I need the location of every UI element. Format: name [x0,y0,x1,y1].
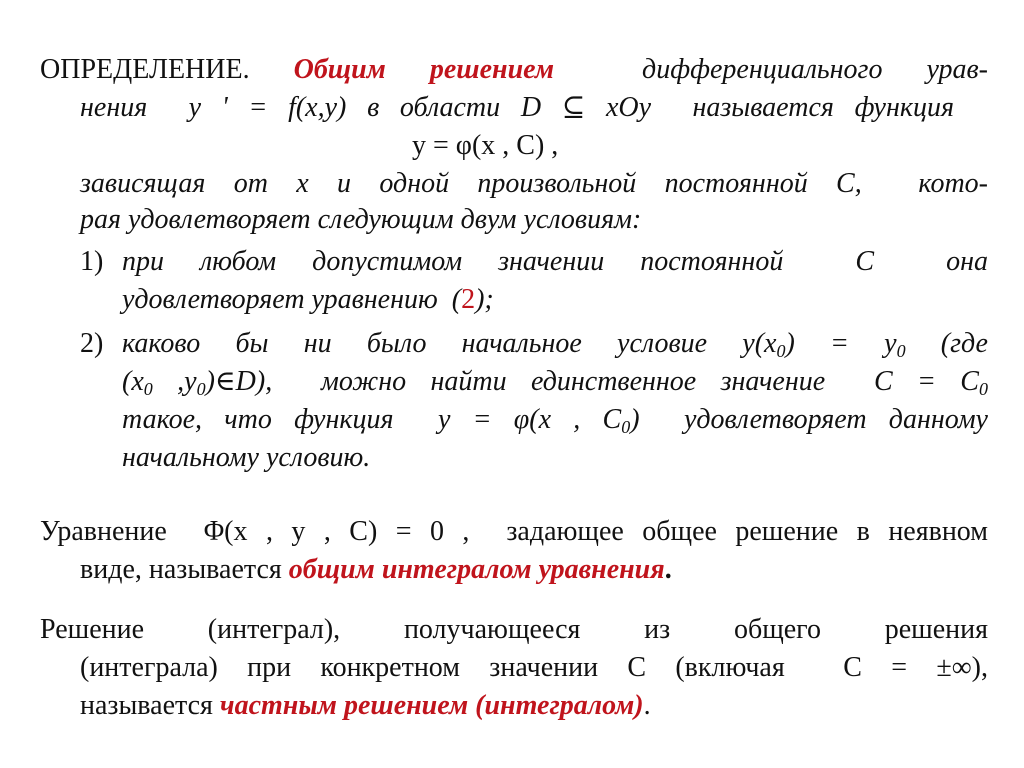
definition-line-1 [40,52,988,88]
c2l3b: ) удовлетворяет данному [630,404,988,435]
particular-solution-term: частным решением (интегралом) [219,690,644,721]
ps-l3-end: . [643,690,651,721]
equation-ref: 2 [461,284,476,315]
ps-l3a: называется [80,690,220,721]
condition-1-line-2-text: удовлетворяет уравнению ( [122,284,462,315]
definition-term: Общим решением [293,54,555,85]
condition-1-number: 1) [80,246,104,277]
gi-l2a: виде, называется [80,554,289,585]
condition-2-number: 2) [80,328,104,359]
c2l1c: (где [905,328,988,359]
condition-2-line-1 [122,326,988,362]
definition-line-2: нения y ' = f(x,y) в области D ⊆ xOy называется функция [80,92,954,123]
c2l2s2: 0 [196,379,206,399]
c2l1s2: 0 [896,341,906,361]
condition-2-line-4: начальному условию. [122,442,371,473]
c2l2b: ,y [152,366,197,397]
c2l1s1: 0 [776,341,786,361]
gi-l2-end: . [664,554,672,585]
c2l2s3: 0 [979,379,988,399]
condition-2-line-2 [122,364,988,400]
c2l1a: каково бы ни было начальное условие y(x [122,328,777,359]
definition-formula: y = φ(x , C) , [412,130,559,161]
c2l3s: 0 [621,417,631,437]
particular-line-3 [80,688,651,724]
definition-lead: ОПРЕДЕЛЕНИЕ. [40,54,250,85]
c2l2a: (x [122,366,144,397]
c2l2c: )∈D), можно найти единственное значение C = C [205,366,979,397]
c2l3a: такое, что функция y = φ(x , C [122,404,622,435]
particular-line-2: (интеграла) при конкретном значении C (включая C = ±∞), [80,652,988,683]
condition-1-line-1: при любом допустимом значении постоянной C она [122,246,988,277]
condition-1-line-2-end: ); [475,284,494,315]
c2l1b: ) = y [785,328,897,359]
c2l2s1: 0 [143,379,153,399]
general-integral-line-1: Уравнение Φ(x , y , C) = 0 , задающее общее решение в неявном [40,516,988,547]
condition-1-line-2 [122,282,494,318]
condition-2-line-3 [122,402,988,438]
particular-line-1: Решение (интеграл), получающееся из общего решения [40,614,988,645]
definition-line-4: зависящая от x и одной произвольной постоянной C, кото- [80,168,988,199]
definition-line-1-rest: дифференциального урав- [642,54,989,85]
general-integral-line-2 [80,552,672,588]
definition-line-5: рая удовлетворяет следующим двум условиям: [80,204,642,235]
general-integral-term: общим интегралом уравнения [288,554,665,585]
